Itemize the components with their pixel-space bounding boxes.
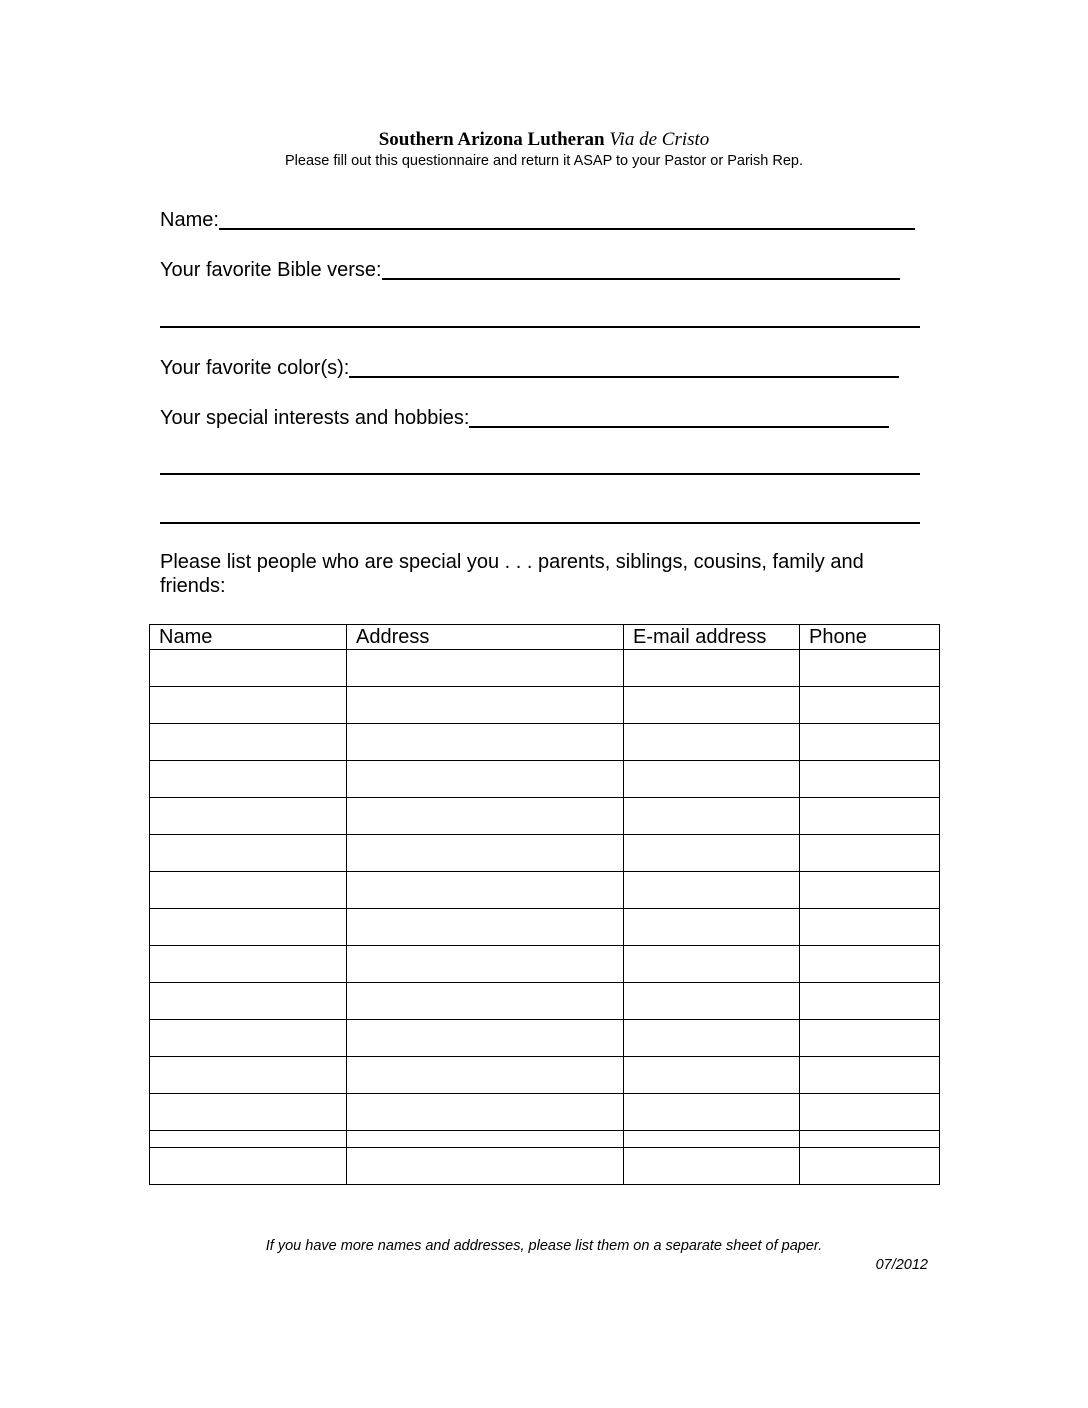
bible-verse-input-line[interactable] bbox=[382, 278, 900, 280]
people-prompt: Please list people who are special you . . . parents, siblings, cousins, family and friends: bbox=[160, 551, 864, 597]
cell-phone[interactable] bbox=[800, 687, 940, 724]
cell-phone[interactable] bbox=[800, 835, 940, 872]
cell-address[interactable] bbox=[347, 946, 624, 983]
cell-email[interactable] bbox=[624, 1148, 800, 1185]
cell-phone[interactable] bbox=[800, 761, 940, 798]
column-header-email: E-mail address bbox=[624, 625, 800, 650]
cell-email[interactable] bbox=[624, 946, 800, 983]
table-row bbox=[150, 1131, 940, 1148]
table-row bbox=[150, 650, 940, 687]
cell-email[interactable] bbox=[624, 798, 800, 835]
cell-email[interactable] bbox=[624, 724, 800, 761]
cell-name[interactable] bbox=[150, 761, 347, 798]
cell-address[interactable] bbox=[347, 1094, 624, 1131]
title-main: Southern Arizona Lutheran bbox=[378, 129, 610, 150]
cell-email[interactable] bbox=[624, 1057, 800, 1094]
cell-name[interactable] bbox=[150, 724, 347, 761]
cell-email[interactable] bbox=[624, 909, 800, 946]
cell-name[interactable] bbox=[150, 946, 347, 983]
cell-address[interactable] bbox=[347, 798, 624, 835]
revision-date: 07/2012 bbox=[875, 1257, 928, 1273]
name-input-line[interactable] bbox=[219, 228, 915, 230]
cell-phone[interactable] bbox=[800, 983, 940, 1020]
cell-phone[interactable] bbox=[800, 1057, 940, 1094]
colors-input-line[interactable] bbox=[349, 376, 899, 378]
interests-extra-line-1[interactable] bbox=[160, 473, 920, 475]
cell-email[interactable] bbox=[624, 761, 800, 798]
column-header-address: Address bbox=[347, 625, 624, 650]
colors-field-row bbox=[160, 354, 899, 380]
cell-name[interactable] bbox=[150, 1148, 347, 1185]
footnote: If you have more names and addresses, please list them on a separate sheet of paper. bbox=[265, 1238, 823, 1254]
table-row bbox=[150, 909, 940, 946]
table-row bbox=[150, 724, 940, 761]
cell-address[interactable] bbox=[347, 650, 624, 687]
column-header-name: Name bbox=[150, 625, 347, 650]
table-row bbox=[150, 1057, 940, 1094]
people-table bbox=[149, 624, 940, 1185]
cell-name[interactable] bbox=[150, 835, 347, 872]
interests-label: Your special interests and hobbies: bbox=[160, 407, 470, 429]
title-italic: Via de Cristo bbox=[609, 129, 710, 150]
cell-name[interactable] bbox=[150, 687, 347, 724]
cell-address[interactable] bbox=[347, 1020, 624, 1057]
cell-address[interactable] bbox=[347, 983, 624, 1020]
table-row bbox=[150, 1148, 940, 1185]
cell-address[interactable] bbox=[347, 835, 624, 872]
cell-phone[interactable] bbox=[800, 909, 940, 946]
cell-address[interactable] bbox=[347, 872, 624, 909]
cell-name[interactable] bbox=[150, 1020, 347, 1057]
name-field-row bbox=[160, 206, 915, 232]
cell-name[interactable] bbox=[150, 983, 347, 1020]
cell-email[interactable] bbox=[624, 650, 800, 687]
form-title bbox=[0, 128, 1088, 152]
table-row bbox=[150, 687, 940, 724]
cell-address[interactable] bbox=[347, 687, 624, 724]
people-table-body bbox=[150, 650, 940, 1185]
cell-address[interactable] bbox=[347, 761, 624, 798]
cell-name[interactable] bbox=[150, 1057, 347, 1094]
table-row bbox=[150, 798, 940, 835]
cell-name[interactable] bbox=[150, 1094, 347, 1131]
cell-name[interactable] bbox=[150, 909, 347, 946]
cell-name[interactable] bbox=[150, 798, 347, 835]
cell-phone[interactable] bbox=[800, 1148, 940, 1185]
cell-email[interactable] bbox=[624, 1094, 800, 1131]
cell-phone[interactable] bbox=[800, 1131, 940, 1148]
table-row bbox=[150, 761, 940, 798]
cell-email[interactable] bbox=[624, 872, 800, 909]
column-header-phone: Phone bbox=[800, 625, 940, 650]
interests-input-line[interactable] bbox=[469, 426, 889, 428]
cell-phone[interactable] bbox=[800, 724, 940, 761]
table-row bbox=[150, 835, 940, 872]
table-row bbox=[150, 946, 940, 983]
cell-name[interactable] bbox=[150, 650, 347, 687]
cell-address[interactable] bbox=[347, 1148, 624, 1185]
table-row bbox=[150, 872, 940, 909]
cell-address[interactable] bbox=[347, 1131, 624, 1148]
cell-phone[interactable] bbox=[800, 798, 940, 835]
bible-verse-extra-line[interactable] bbox=[160, 326, 920, 328]
colors-label: Your favorite color(s): bbox=[160, 357, 350, 379]
interests-extra-line-2[interactable] bbox=[160, 522, 920, 524]
table-row bbox=[150, 1020, 940, 1057]
table-header-row bbox=[150, 625, 940, 650]
cell-email[interactable] bbox=[624, 687, 800, 724]
bible-verse-label: Your favorite Bible verse: bbox=[160, 259, 382, 281]
cell-phone[interactable] bbox=[800, 872, 940, 909]
form-subtitle: Please fill out this questionnaire and return it ASAP to your Pastor or Parish Rep. bbox=[285, 153, 803, 169]
cell-phone[interactable] bbox=[800, 946, 940, 983]
cell-name[interactable] bbox=[150, 872, 347, 909]
cell-phone[interactable] bbox=[800, 650, 940, 687]
cell-name[interactable] bbox=[150, 1131, 347, 1148]
cell-email[interactable] bbox=[624, 983, 800, 1020]
cell-email[interactable] bbox=[624, 1020, 800, 1057]
cell-phone[interactable] bbox=[800, 1094, 940, 1131]
name-label: Name: bbox=[160, 209, 219, 231]
table-row bbox=[150, 1094, 940, 1131]
table-row bbox=[150, 983, 940, 1020]
cell-address[interactable] bbox=[347, 724, 624, 761]
cell-address[interactable] bbox=[347, 1057, 624, 1094]
bible-verse-field-row bbox=[160, 256, 900, 282]
interests-field-row bbox=[160, 404, 889, 430]
cell-email[interactable] bbox=[624, 835, 800, 872]
cell-email[interactable] bbox=[624, 1131, 800, 1148]
cell-phone[interactable] bbox=[800, 1020, 940, 1057]
cell-address[interactable] bbox=[347, 909, 624, 946]
